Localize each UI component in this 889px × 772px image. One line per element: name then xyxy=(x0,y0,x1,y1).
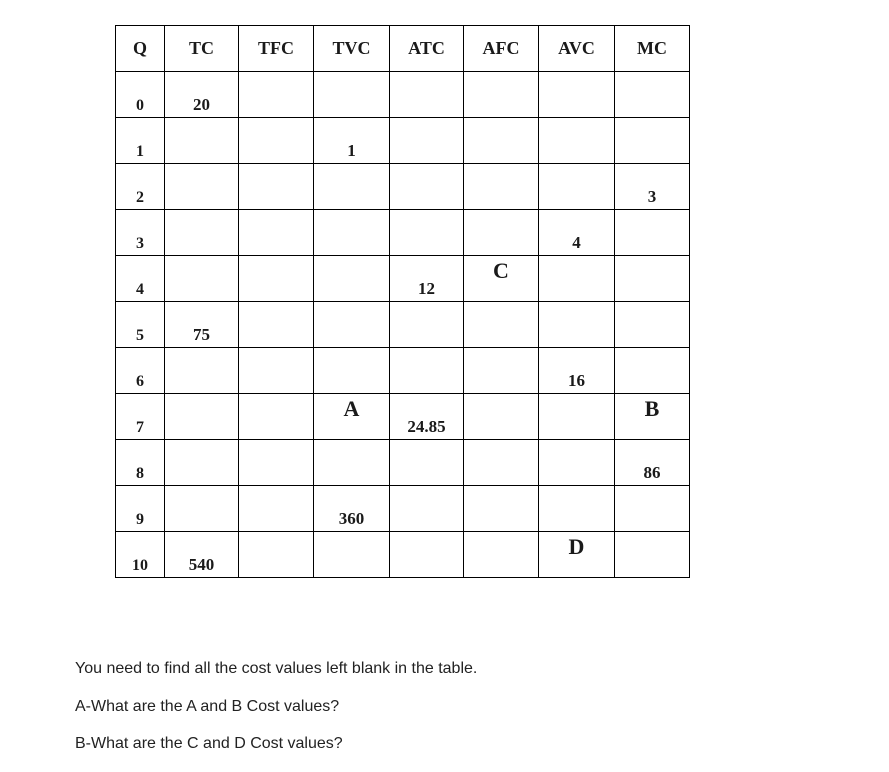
cell-tvc-q5 xyxy=(314,302,390,348)
cell-atc-q9 xyxy=(390,486,464,532)
cell-tfc-q5 xyxy=(239,302,314,348)
table-body xyxy=(116,72,690,578)
cell-tfc-q0 xyxy=(239,72,314,118)
cell-afc-q3 xyxy=(464,210,539,256)
cell-tc-q9 xyxy=(165,486,239,532)
cell-mc-q4 xyxy=(615,256,690,302)
cell-tc-q7 xyxy=(165,394,239,440)
table-row xyxy=(116,72,690,118)
cell-atc-q1 xyxy=(390,118,464,164)
cell-atc-q10 xyxy=(390,532,464,578)
cell-avc-q0 xyxy=(539,72,615,118)
cell-afc-q8 xyxy=(464,440,539,486)
cell-tvc-q9: 360 xyxy=(314,486,390,532)
cell-tvc-q2 xyxy=(314,164,390,210)
table-row xyxy=(116,486,690,532)
cell-tfc-q2 xyxy=(239,164,314,210)
cell-atc-q0 xyxy=(390,72,464,118)
cell-avc-q1 xyxy=(539,118,615,164)
cell-avc-q2 xyxy=(539,164,615,210)
cell-q-q5: 5 xyxy=(116,302,165,348)
cell-mc-q9 xyxy=(615,486,690,532)
cell-atc-q2 xyxy=(390,164,464,210)
cell-avc-q10: D xyxy=(539,532,615,578)
table-row xyxy=(116,210,690,256)
cell-tvc-q3 xyxy=(314,210,390,256)
cell-tfc-q7 xyxy=(239,394,314,440)
cell-afc-q4: C xyxy=(464,256,539,302)
cell-tc-q4 xyxy=(165,256,239,302)
cell-avc-q6: 16 xyxy=(539,348,615,394)
cell-afc-q5 xyxy=(464,302,539,348)
cell-tvc-q1: 1 xyxy=(314,118,390,164)
table-row xyxy=(116,532,690,578)
cell-tc-q10: 540 xyxy=(165,532,239,578)
cell-tfc-q4 xyxy=(239,256,314,302)
cell-afc-q10 xyxy=(464,532,539,578)
cell-tvc-q6 xyxy=(314,348,390,394)
cell-q-q4: 4 xyxy=(116,256,165,302)
cell-avc-q4 xyxy=(539,256,615,302)
cell-mc-q8: 86 xyxy=(615,440,690,486)
cell-afc-q1 xyxy=(464,118,539,164)
cell-tvc-q7: A xyxy=(314,394,390,440)
instruction-text: You need to find all the cost values left blank in the table. xyxy=(75,660,478,677)
cell-avc-q8 xyxy=(539,440,615,486)
cell-mc-q2: 3 xyxy=(615,164,690,210)
cell-tc-q1 xyxy=(165,118,239,164)
cell-avc-q7 xyxy=(539,394,615,440)
column-header-tfc: TFC xyxy=(239,26,314,72)
table-row xyxy=(116,118,690,164)
cell-tvc-q8 xyxy=(314,440,390,486)
cell-avc-q3: 4 xyxy=(539,210,615,256)
question-b: B-What are the C and D Cost values? xyxy=(75,735,343,752)
cell-tc-q2 xyxy=(165,164,239,210)
cell-tfc-q10 xyxy=(239,532,314,578)
column-header-mc: MC xyxy=(615,26,690,72)
cell-atc-q8 xyxy=(390,440,464,486)
cost-table xyxy=(115,25,690,578)
cell-afc-q0 xyxy=(464,72,539,118)
cell-mc-q7: B xyxy=(615,394,690,440)
table-row xyxy=(116,302,690,348)
cell-mc-q0 xyxy=(615,72,690,118)
cell-atc-q7: 24.85 xyxy=(390,394,464,440)
table-row xyxy=(116,256,690,302)
column-header-tc: TC xyxy=(165,26,239,72)
cell-afc-q7 xyxy=(464,394,539,440)
cell-q-q1: 1 xyxy=(116,118,165,164)
table-row xyxy=(116,440,690,486)
cell-q-q8: 8 xyxy=(116,440,165,486)
cell-mc-q1 xyxy=(615,118,690,164)
cell-tfc-q9 xyxy=(239,486,314,532)
cell-afc-q6 xyxy=(464,348,539,394)
cell-tfc-q6 xyxy=(239,348,314,394)
cell-mc-q10 xyxy=(615,532,690,578)
cell-q-q0: 0 xyxy=(116,72,165,118)
cell-tc-q3 xyxy=(165,210,239,256)
table-row xyxy=(116,348,690,394)
cell-q-q6: 6 xyxy=(116,348,165,394)
cell-tc-q5: 75 xyxy=(165,302,239,348)
question-a: A-What are the A and B Cost values? xyxy=(75,698,340,715)
cell-tvc-q10 xyxy=(314,532,390,578)
cell-tfc-q1 xyxy=(239,118,314,164)
cell-tc-q8 xyxy=(165,440,239,486)
column-header-afc: AFC xyxy=(464,26,539,72)
cell-q-q10: 10 xyxy=(116,532,165,578)
table-row xyxy=(116,394,690,440)
cell-q-q9: 9 xyxy=(116,486,165,532)
column-header-tvc: TVC xyxy=(314,26,390,72)
cell-atc-q5 xyxy=(390,302,464,348)
cell-tfc-q3 xyxy=(239,210,314,256)
cell-q-q3: 3 xyxy=(116,210,165,256)
cell-afc-q9 xyxy=(464,486,539,532)
cell-mc-q6 xyxy=(615,348,690,394)
cell-tvc-q4 xyxy=(314,256,390,302)
cell-atc-q3 xyxy=(390,210,464,256)
header-row xyxy=(116,26,690,72)
cell-afc-q2 xyxy=(464,164,539,210)
cell-tfc-q8 xyxy=(239,440,314,486)
cell-mc-q5 xyxy=(615,302,690,348)
cell-avc-q9 xyxy=(539,486,615,532)
column-header-avc: AVC xyxy=(539,26,615,72)
cell-q-q2: 2 xyxy=(116,164,165,210)
cell-tvc-q0 xyxy=(314,72,390,118)
cell-q-q7: 7 xyxy=(116,394,165,440)
cell-tc-q6 xyxy=(165,348,239,394)
table-row xyxy=(116,164,690,210)
column-header-q: Q xyxy=(116,26,165,72)
cell-tc-q0: 20 xyxy=(165,72,239,118)
cell-atc-q6 xyxy=(390,348,464,394)
column-header-atc: ATC xyxy=(390,26,464,72)
cell-mc-q3 xyxy=(615,210,690,256)
cell-avc-q5 xyxy=(539,302,615,348)
cell-atc-q4: 12 xyxy=(390,256,464,302)
